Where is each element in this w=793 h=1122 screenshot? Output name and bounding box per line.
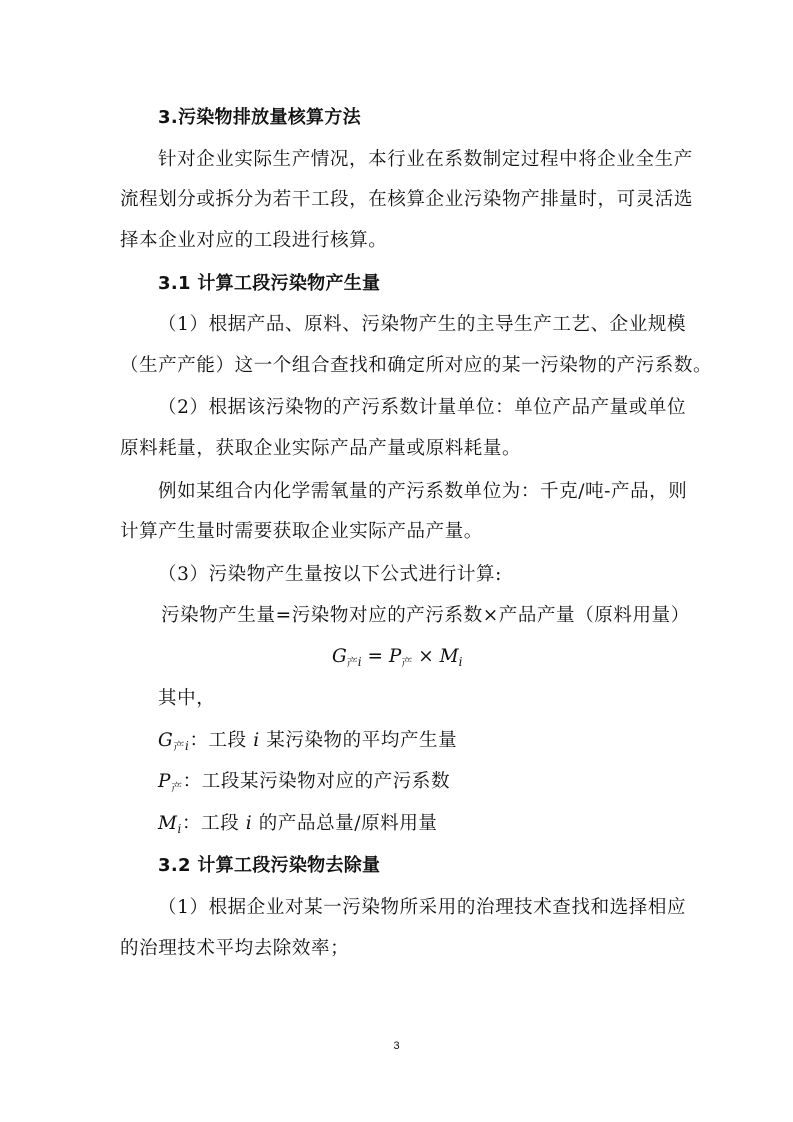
equation-g: G xyxy=(332,646,347,667)
paragraph-line: （1）根据产品、原料、污染物产生的主导生产工艺、企业规模 xyxy=(158,314,687,335)
paragraph-line: （生产产能）这一个组合查找和确定所对应的某一污染物的产污系数。 xyxy=(120,355,713,376)
equation-p: P xyxy=(388,646,402,667)
def-g-text-b: 某污染物的平均产生量 xyxy=(259,730,458,751)
equation-m-sub-i: i xyxy=(458,655,463,669)
def-m-i: i xyxy=(245,813,253,834)
paragraph-line: （1）根据企业对某一污染物所采用的治理技术查找和选择相应 xyxy=(158,897,687,918)
equation-g-sub-i: i xyxy=(357,655,362,669)
paragraph-line: 例如某组合内化学需氧量的产污系数单位为：千克/吨-产品，则 xyxy=(158,481,688,502)
section-3-heading: 3.污染物排放量核算方法 xyxy=(158,107,361,128)
definition-p xyxy=(158,770,450,800)
paragraph-line: 的治理技术平均去除效率； xyxy=(120,938,350,959)
formula-text: 污染物产生量=污染物对应的产污系数×产品产量（原料用量） xyxy=(161,605,690,626)
section-3-2-heading: 3.2 计算工段污染物去除量 xyxy=(158,855,381,876)
paragraph-line: 择本企业对应的工段进行核算。 xyxy=(120,230,388,251)
section-3-1-heading: 3.1 计算工段污染物产生量 xyxy=(158,273,381,294)
paragraph-line: 计算产生量时需要获取企业实际产品产量。 xyxy=(120,521,483,542)
equation-equals: = xyxy=(361,646,389,667)
equation-p-sub: 产 xyxy=(401,656,413,669)
def-p-sub: 产 xyxy=(171,781,183,794)
definition-g xyxy=(158,729,457,759)
paragraph-line: 流程划分或拆分为若干工段，在核算企业污染物产排量时，可灵活选 xyxy=(120,189,694,210)
def-m-text-b: 的产品总量/原料用量 xyxy=(252,813,438,834)
def-m-text-a: ：工段 xyxy=(182,813,246,834)
def-p-symbol: P xyxy=(158,771,172,792)
where-label: 其中， xyxy=(158,688,216,709)
def-p-text: ：工段某污染物对应的产污系数 xyxy=(182,771,451,792)
page-number: 3 xyxy=(393,1040,400,1052)
equation xyxy=(332,645,462,675)
equation-m: M xyxy=(439,646,459,667)
paragraph-line: 针对企业实际生产情况，本行业在系数制定过程中将企业全生产 xyxy=(158,149,693,170)
equation-times: × xyxy=(412,646,440,667)
definition-m xyxy=(158,812,438,841)
def-m-sub-i: i xyxy=(177,822,182,836)
equation-g-sub: 产 xyxy=(346,656,358,669)
paragraph-line: （3）污染物产生量按以下公式进行计算: xyxy=(158,564,502,585)
paragraph-line: （2）根据该污染物的产污系数计量单位：单位产品产量或单位 xyxy=(158,397,687,418)
def-g-sub-i: i xyxy=(185,739,190,753)
def-g-symbol: G xyxy=(158,730,174,751)
def-g-text-a: ：工段 xyxy=(189,730,254,751)
def-g-sub: 产 xyxy=(173,740,185,753)
def-g-i: i xyxy=(253,730,260,751)
paragraph-line: 原料耗量，获取企业实际产品产量或原料耗量。 xyxy=(120,438,522,459)
def-m-symbol: M xyxy=(158,813,178,834)
